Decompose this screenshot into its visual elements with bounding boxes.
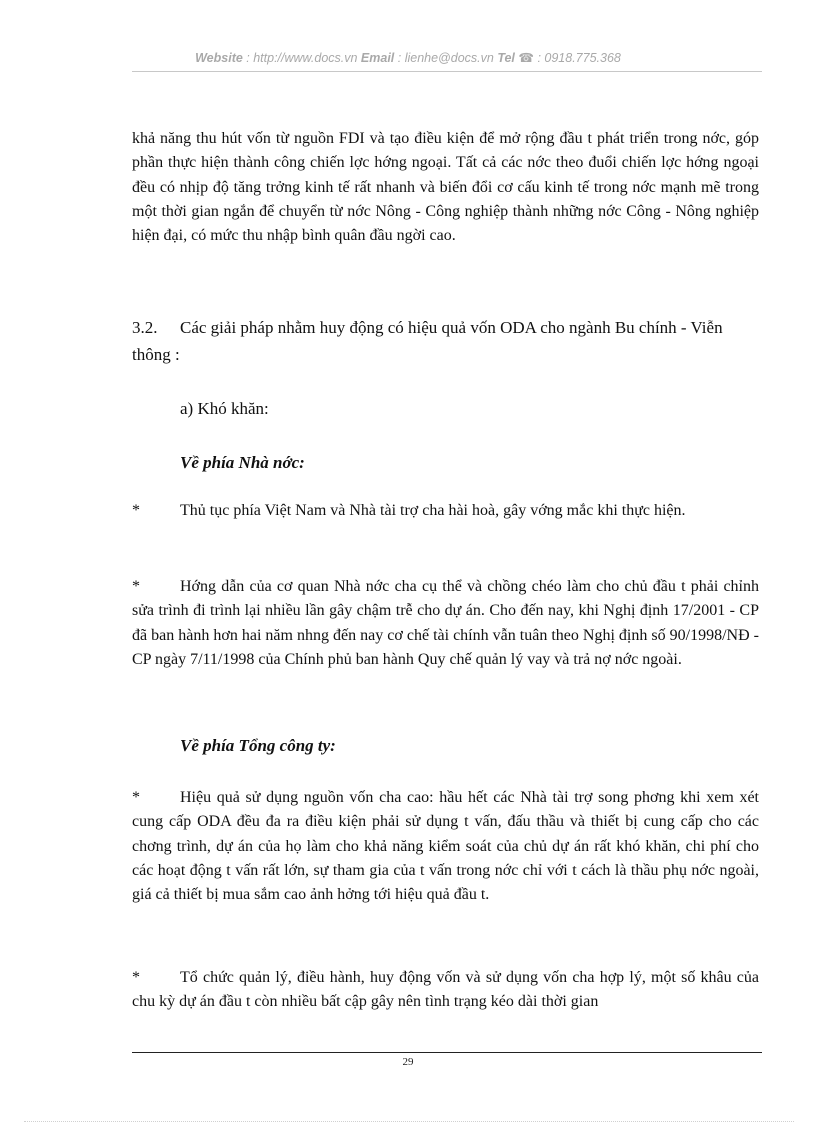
website-label: Website bbox=[195, 51, 243, 65]
bullet-item bbox=[132, 966, 759, 1015]
subheading-corporation-side: Về phía Tổng công ty: bbox=[180, 736, 336, 755]
page-number: 29 bbox=[402, 1056, 414, 1068]
footer-divider bbox=[132, 1052, 762, 1053]
bullet-marker: * bbox=[132, 789, 140, 806]
section-number: 3.2. bbox=[132, 318, 158, 337]
bullet-marker: * bbox=[132, 969, 140, 986]
page-edge bbox=[24, 1121, 794, 1122]
bullet-text: Hiệu quả sử dụng nguồn vốn cha cao: hầu hết các Nhà tài trợ song phơng khi xem xét cung cấp ODA đều đa ra điều kiện phải sử dụng t vấn, đấu thầu và thiết bị cung cấp cho các chơng trình, dự án của họ làm cho khả năng kiểm soát của chủ dự án rất khó khăn, chi phí cho các hoạt động t vấn rất lớn, sự tham gia của t vấn trong nớc chỉ với t cách là thầu phụ nớc ngoài, giá cả thiết bị mua sắm cao ảnh hởng tới hiệu quả đầu t. bbox=[132, 789, 759, 904]
section-title: Các giải pháp nhằm huy động có hiệu quả vốn ODA cho ngành Bu chính - Viễn thông : bbox=[132, 318, 723, 364]
page-header bbox=[0, 50, 816, 65]
header-divider bbox=[132, 71, 762, 72]
bullet-item bbox=[132, 786, 759, 907]
email-label: Email bbox=[360, 51, 395, 65]
bullet-marker: * bbox=[132, 578, 140, 595]
subheading-state-side: Về phía Nhà nớc: bbox=[180, 453, 305, 472]
bullet-text: Tổ chức quản lý, điều hành, huy động vốn và sử dụng vốn cha hợp lý, một số khâu của chu kỳ dự án đầu t còn nhiều bất cập gây nên tình trạng kéo dài thời gian bbox=[132, 969, 759, 1011]
phone-icon: ☎ bbox=[518, 51, 534, 65]
email-address[interactable]: : lienhe@docs.vn bbox=[394, 51, 498, 65]
subheading-difficulties: a) Khó khăn: bbox=[180, 399, 269, 418]
website-url[interactable]: : http://www.docs.vn bbox=[242, 51, 361, 65]
section-heading bbox=[132, 314, 762, 368]
tel-number: : 0918.775.368 bbox=[533, 51, 621, 65]
tel-label: Tel bbox=[497, 51, 515, 65]
bullet-item bbox=[132, 575, 759, 672]
bullet-item bbox=[132, 499, 759, 523]
bullet-marker: * bbox=[132, 502, 140, 519]
bullet-text: Thủ tục phía Việt Nam và Nhà tài trợ cha hài hoà, gây vớng mắc khi thực hiện. bbox=[180, 502, 686, 519]
intro-paragraph: khả năng thu hút vốn từ nguồn FDI và tạo điều kiện để mở rộng đầu t phát triển trong nớc, góp phần thực hiện thành công chiến lợc hớng ngoại. Tất cả các nớc theo đuổi chiến lợc hớng ngoại đều có nhịp độ tăng trởng kinh tế rất nhanh và biến đổi cơ cấu kinh tế trong nớc mạnh mẽ trong một thời gian ngắn để chuyển từ nớc Nông - Công nghiệp thành những nớc Công - Nông nghiệp hiện đại, có mức thu nhập bình quân đầu ngời cao. bbox=[132, 130, 759, 245]
bullet-text: Hớng dẫn của cơ quan Nhà nớc cha cụ thể và chồng chéo làm cho chủ đầu t phải chỉnh sửa trình đi trình lại nhiều lần gây chậm trễ cho dự án. Cho đến nay, khi Nghị định 17/2001 - CP đã ban hành hơn hai năm nhng đến nay cơ chế tài chính vẫn tuân theo Nghị định số 90/1998/NĐ - CP ngày 7/11/1998 của Chính phủ ban hành Quy chế quản lý vay và trả nợ nớc ngoài. bbox=[132, 578, 759, 668]
